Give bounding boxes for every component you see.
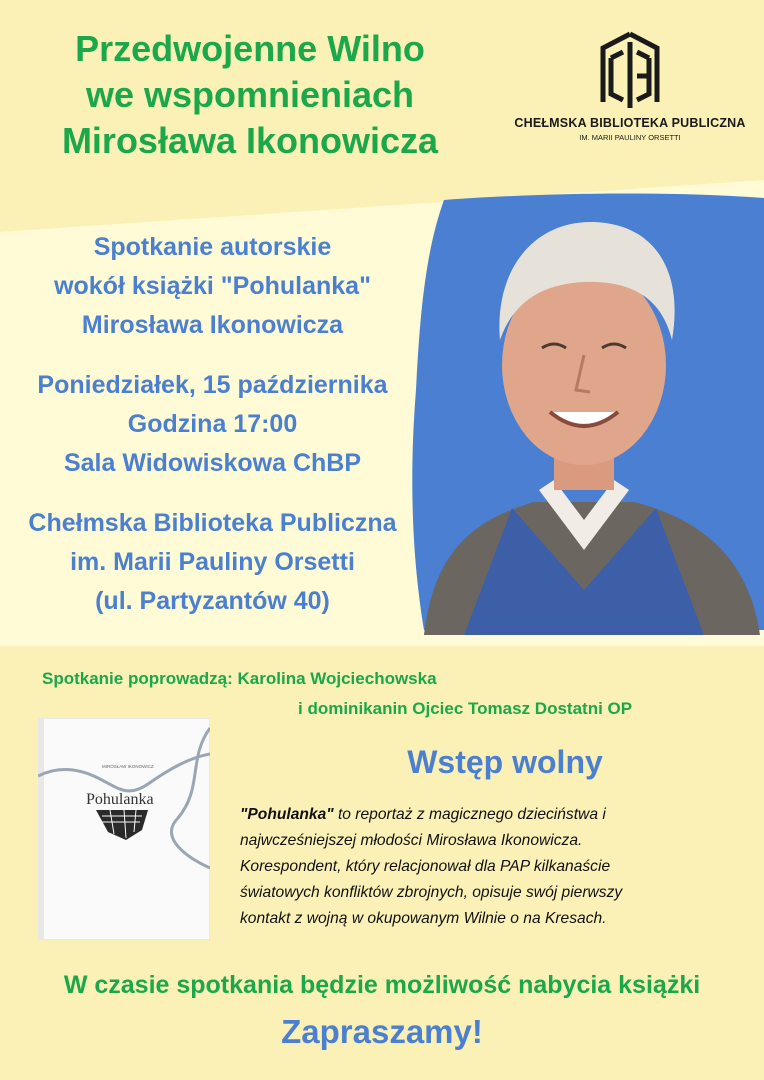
- book-title: Pohulanka: [86, 791, 154, 808]
- invitation: Zapraszamy!: [281, 1013, 483, 1050]
- event-line-2: wokół książki "Pohulanka": [54, 272, 371, 300]
- event-room: Sala Widowiskowa ChBP: [63, 449, 362, 477]
- desc-line-1-rest: to reportaż z magicznego dzieciństwa i: [333, 806, 606, 823]
- title-line-1: Przedwojenne Wilno: [75, 28, 425, 69]
- author-photo: [404, 190, 764, 635]
- event-when: [0, 366, 425, 483]
- venue-line-2: im. Marii Pauliny Orsetti: [70, 548, 355, 576]
- desc-line-3: Korespondent, który relacjonował dla PAP kilkanaście: [240, 858, 611, 875]
- poster-title: [0, 26, 500, 164]
- desc-line-4: światowych konfliktów zbrojnych, opisuje swój pierwszy: [240, 884, 623, 901]
- book-purchase-notice: W czasie spotkania będzie możliwość nabycia książki: [63, 971, 701, 999]
- event-time: Godzina 17:00: [127, 410, 298, 438]
- event-description: [0, 228, 425, 345]
- library-patron: IM. MARII PAULINY ORSETTI: [579, 133, 681, 142]
- hosts-info: [42, 664, 632, 724]
- desc-line-1: [240, 802, 740, 828]
- book-author: MIROSŁAW IKONOWICZ: [102, 764, 154, 769]
- library-logo: [500, 28, 760, 142]
- event-line-3: Mirosława Ikonowicza: [81, 311, 344, 339]
- book-description: [240, 802, 740, 932]
- venue-line-3: (ul. Partyzantów 40): [95, 587, 330, 615]
- desc-line-2: najwcześniejszej młodości Mirosława Ikonowicza.: [240, 832, 583, 849]
- library-name: CHEŁMSKA BIBLIOTEKA PUBLICZNA: [514, 116, 746, 130]
- free-entry-notice: Wstęp wolny: [407, 744, 603, 780]
- title-line-2: we wspomnieniach: [85, 74, 415, 115]
- desc-line-5: kontakt z wojną w okupowanym Wilnie o na Kresach.: [240, 910, 607, 927]
- hosts-line-2: i dominikanin Ojciec Tomasz Dostatni OP: [298, 699, 633, 718]
- venue-line-1: Chełmska Biblioteka Publiczna: [28, 509, 397, 537]
- title-line-3: Mirosława Ikonowicza: [61, 120, 439, 161]
- event-line-1: Spotkanie autorskie: [93, 233, 332, 261]
- event-date: Poniedziałek, 15 października: [37, 371, 388, 399]
- event-venue: [0, 504, 425, 621]
- desc-book-name: "Pohulanka": [240, 806, 334, 823]
- library-emblem-icon: [597, 28, 663, 110]
- hosts-line-1: Spotkanie poprowadzą: Karolina Wojciechowska: [42, 669, 437, 688]
- book-cover: [38, 718, 210, 940]
